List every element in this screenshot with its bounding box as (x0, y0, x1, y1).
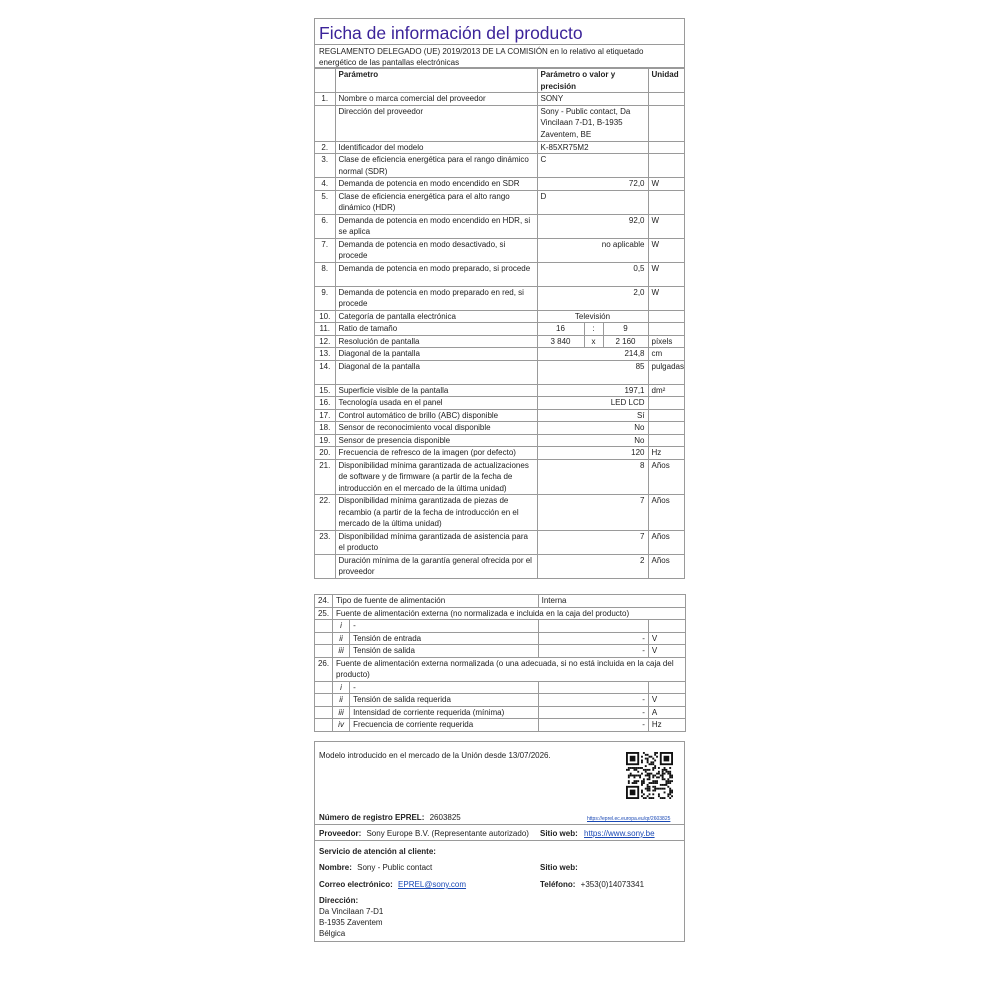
power-supply-section (314, 594, 686, 736)
table-row (315, 554, 684, 578)
eprel-number: 2603825 (429, 813, 461, 822)
phone-value: +353(0)14073341 (580, 880, 645, 889)
phone-label: Teléfono: (540, 880, 576, 889)
row-value-b: 9 (623, 324, 628, 333)
table-row (315, 360, 684, 384)
row-label: Control automático de brillo (ABC) disponible (335, 409, 537, 422)
row-label: Clase de eficiencia energética para el rango dinámico normal (SDR) (335, 154, 537, 178)
row-24-label: Tipo de fuente de alimentación (333, 595, 539, 608)
market-date-text: Modelo introducido en el mercado de la Unión desde 13/07/2026. (319, 751, 551, 760)
row-value: 92,0 (537, 214, 648, 238)
table-row (315, 238, 684, 262)
row-label: Fuente de alimentación externa normalizada (o una adecuada, si no está incluida en la caja del producto) (333, 657, 686, 681)
email-link[interactable]: EPREL@sony.com (398, 880, 467, 889)
row-24-value: Interna (538, 595, 685, 608)
header-num (315, 69, 335, 93)
table-row (315, 384, 684, 397)
row-label: Diagonal de la pantalla (335, 348, 537, 361)
row-num: 14. (315, 360, 335, 384)
sub-label: - (350, 620, 539, 633)
row-value: 214,8 (537, 348, 648, 361)
sub-index: ii (333, 632, 350, 645)
table-row (315, 422, 684, 435)
row-num: 17. (315, 409, 335, 422)
sub-value: - (538, 719, 648, 732)
row-value-a: 16 (538, 323, 585, 335)
row-label: Tecnología usada en el panel (335, 397, 537, 410)
contact-name-value: Sony - Public contact (357, 863, 433, 872)
website-link[interactable]: https://www.sony.be (584, 829, 655, 838)
table-row (315, 262, 684, 286)
row-value: 0,5 (537, 262, 648, 286)
row-num: 10. (315, 310, 335, 323)
row-unit: Años (648, 530, 684, 554)
supplier-value: Sony Europe B.V. (Representante autorizado) (366, 829, 529, 838)
table-row (315, 620, 686, 633)
table-row (315, 335, 684, 348)
row-num: 7. (315, 238, 335, 262)
row-unit (648, 434, 684, 447)
table-row (315, 495, 684, 531)
table-row (315, 286, 684, 310)
address-line-2: B-1935 Zaventem (319, 918, 383, 927)
sub-unit: Hz (648, 719, 685, 732)
row-num: 5. (315, 190, 335, 214)
website-label: Sitio web: (540, 829, 578, 838)
address-label: Dirección: (319, 896, 359, 905)
regulation-text: REGLAMENTO DELEGADO (UE) 2019/2013 DE LA COMISIÓN en lo relativo al etiquetado energético de las pantallas electrónicas (315, 45, 684, 68)
table-row (315, 632, 686, 645)
eprel-url-link[interactable]: https://eprel.ec.europa.eu/qr/2603825 (587, 816, 671, 822)
power-supply-table (314, 594, 686, 732)
table-row (315, 530, 684, 554)
row-num: 21. (315, 459, 335, 495)
row-unit: pulgadas (648, 360, 684, 384)
row-value: 2,0 (537, 286, 648, 310)
table-row (315, 657, 686, 681)
row-num: 25. (315, 607, 333, 620)
sub-value: - (538, 632, 648, 645)
row-unit (648, 422, 684, 435)
sub-unit (648, 681, 685, 694)
sub-label: Intensidad de corriente requerida (mínima) (350, 706, 539, 719)
row-num: 18. (315, 422, 335, 435)
row-label: Demanda de potencia en modo preparado, si procede (335, 262, 537, 286)
row-label: Fuente de alimentación externa (no normalizada e incluida en la caja del producto) (333, 607, 686, 620)
sub-index: i (333, 681, 350, 694)
sub-unit: V (648, 694, 685, 707)
sub-index: iii (333, 645, 350, 658)
row-value-b: 2 160 (615, 336, 636, 346)
row-value: No (537, 422, 648, 435)
table-row (315, 706, 686, 719)
row-value-sep: x (585, 336, 604, 348)
service-website-label: Sitio web: (540, 863, 578, 872)
row-label: Dirección del proveedor (335, 105, 537, 141)
product-info-sheet (314, 18, 685, 579)
table-row (315, 178, 684, 191)
row-value: Sony - Public contact, Da Vincilaan 7-D1, B-1935 Zaventem, BE (537, 105, 648, 141)
row-value: K-85XR75M2 (537, 141, 648, 154)
sub-value (538, 681, 648, 694)
sub-label: Tensión de salida requerida (350, 694, 539, 707)
row-label: Frecuencia de refresco de la imagen (por defecto) (335, 447, 537, 460)
row-num: 11. (315, 323, 335, 336)
row-num: 19. (315, 434, 335, 447)
table-row (315, 607, 686, 620)
row-num: 1. (315, 93, 335, 106)
row-label: Disponibilidad mínima garantizada de actualizaciones de software y de firmware (a partir de la fecha de introducción en el mercado de la última unidad) (335, 459, 537, 495)
row-label: Disponibilidad mínima garantizada de piezas de recambio (a partir de la fecha de introducción en el mercado de la última unidad) (335, 495, 537, 531)
header-value: Parámetro o valor y precisión (537, 69, 648, 93)
row-value: 197,1 (537, 384, 648, 397)
address-line-1: Da Vincilaan 7-D1 (319, 907, 384, 916)
table-row (315, 694, 686, 707)
service-title: Servicio de atención al cliente: (319, 847, 436, 856)
row-value: No (537, 434, 648, 447)
sub-unit (648, 620, 685, 633)
sub-label: Frecuencia de corriente requerida (350, 719, 539, 732)
row-num: 13. (315, 348, 335, 361)
qr-code-icon (626, 752, 673, 799)
row-num: 3. (315, 154, 335, 178)
row-num: 15. (315, 384, 335, 397)
row-value-sep: : (585, 323, 604, 335)
row-value: 7 (537, 530, 648, 554)
row-unit: W (648, 238, 684, 262)
row-unit (648, 397, 684, 410)
row-value: 72,0 (537, 178, 648, 191)
row-value: D (537, 190, 648, 214)
row-num: 9. (315, 286, 335, 310)
row-num (315, 554, 335, 578)
row-label: Demanda de potencia en modo encendido en HDR, si se aplica (335, 214, 537, 238)
row-value: 2 (537, 554, 648, 578)
table-row (315, 681, 686, 694)
row-num: 12. (315, 335, 335, 348)
row-value: SONY (537, 93, 648, 106)
row-label: Superficie visible de la pantalla (335, 384, 537, 397)
row-num (315, 105, 335, 141)
row-label: Duración mínima de la garantía general ofrecida por el proveedor (335, 554, 537, 578)
table-row (315, 323, 684, 336)
row-num: 16. (315, 397, 335, 410)
sheet-title: Ficha de información del producto (315, 19, 684, 45)
row-unit: W (648, 214, 684, 238)
sub-unit: V (648, 645, 685, 658)
header-param: Parámetro (335, 69, 537, 93)
row-label: Sensor de presencia disponible (335, 434, 537, 447)
registration-section (314, 741, 685, 942)
table-row (315, 214, 684, 238)
sub-value: - (538, 645, 648, 658)
table-row (315, 105, 684, 141)
row-unit: W (648, 286, 684, 310)
row-num: 20. (315, 447, 335, 460)
row-unit (648, 154, 684, 178)
row-label: Disponibilidad mínima garantizada de asistencia para el producto (335, 530, 537, 554)
sub-value: - (538, 706, 648, 719)
eprel-label: Número de registro EPREL: (319, 813, 425, 822)
row-unit (648, 105, 684, 141)
table-row (315, 459, 684, 495)
row-unit: dm² (648, 384, 684, 397)
sub-index: ii (333, 694, 350, 707)
row-label: Diagonal de la pantalla (335, 360, 537, 384)
row-value: 7 (537, 495, 648, 531)
table-row (315, 141, 684, 154)
address-line-3: Bélgica (319, 929, 346, 938)
row-label: Clase de eficiencia energética para el alto rango dinámico (HDR) (335, 190, 537, 214)
row-label: Demanda de potencia en modo encendido en SDR (335, 178, 537, 191)
row-label: Nombre o marca comercial del proveedor (335, 93, 537, 106)
row-value: no aplicable (537, 238, 648, 262)
row-value: 120 (537, 447, 648, 460)
row-num: 23. (315, 530, 335, 554)
table-row (315, 93, 684, 106)
email-label: Correo electrónico: (319, 880, 393, 889)
row-value: Sí (537, 409, 648, 422)
row-unit: Años (648, 459, 684, 495)
sub-index: i (333, 620, 350, 633)
sub-label: Tensión de salida (350, 645, 539, 658)
row-label: Identificador del modelo (335, 141, 537, 154)
parameters-table (315, 68, 684, 578)
row-value: Televisión (537, 310, 648, 323)
table-row (315, 719, 686, 732)
row-label: Categoría de pantalla electrónica (335, 310, 537, 323)
row-unit: Hz (648, 447, 684, 460)
table-row (315, 409, 684, 422)
table-row (315, 154, 684, 178)
sub-label: Tensión de entrada (350, 632, 539, 645)
sub-unit: A (648, 706, 685, 719)
table-row (315, 434, 684, 447)
row-num: 26. (315, 657, 333, 681)
row-value: 85 (537, 360, 648, 384)
row-24-num: 24. (315, 595, 333, 608)
sub-unit: V (648, 632, 685, 645)
table-row (315, 190, 684, 214)
row-label: Resolución de pantalla (335, 335, 537, 348)
sub-value (538, 620, 648, 633)
row-unit (648, 93, 684, 106)
row-unit: píxels (648, 335, 684, 348)
row-unit (648, 310, 684, 323)
row-label: Demanda de potencia en modo preparado en red, si procede (335, 286, 537, 310)
row-unit: Años (648, 495, 684, 531)
row-unit: Años (648, 554, 684, 578)
row-value: LED LCD (537, 397, 648, 410)
row-unit: cm (648, 348, 684, 361)
row-num: 4. (315, 178, 335, 191)
row-label: Ratio de tamaño (335, 323, 537, 336)
sub-label: - (350, 681, 539, 694)
row-num: 2. (315, 141, 335, 154)
row-num: 6. (315, 214, 335, 238)
sub-index: iii (333, 706, 350, 719)
table-row (315, 348, 684, 361)
row-num: 8. (315, 262, 335, 286)
row-label: Sensor de reconocimiento vocal disponible (335, 422, 537, 435)
row-label: Demanda de potencia en modo desactivado, si procede (335, 238, 537, 262)
table-row (315, 645, 686, 658)
row-unit: W (648, 262, 684, 286)
table-row (315, 447, 684, 460)
table-row (315, 310, 684, 323)
row-unit (648, 190, 684, 214)
row-num: 22. (315, 495, 335, 531)
contact-name-label: Nombre: (319, 863, 352, 872)
row-value-a: 3 840 (538, 336, 585, 348)
header-unit: Unidad (648, 69, 684, 93)
row-unit (648, 141, 684, 154)
supplier-label: Proveedor: (319, 829, 362, 838)
row-unit: W (648, 178, 684, 191)
sub-value: - (538, 694, 648, 707)
table-row (315, 397, 684, 410)
row-unit (648, 323, 684, 336)
row-value: 8 (537, 459, 648, 495)
row-unit (648, 409, 684, 422)
sub-index: iv (333, 719, 350, 732)
row-value: C (537, 154, 648, 178)
